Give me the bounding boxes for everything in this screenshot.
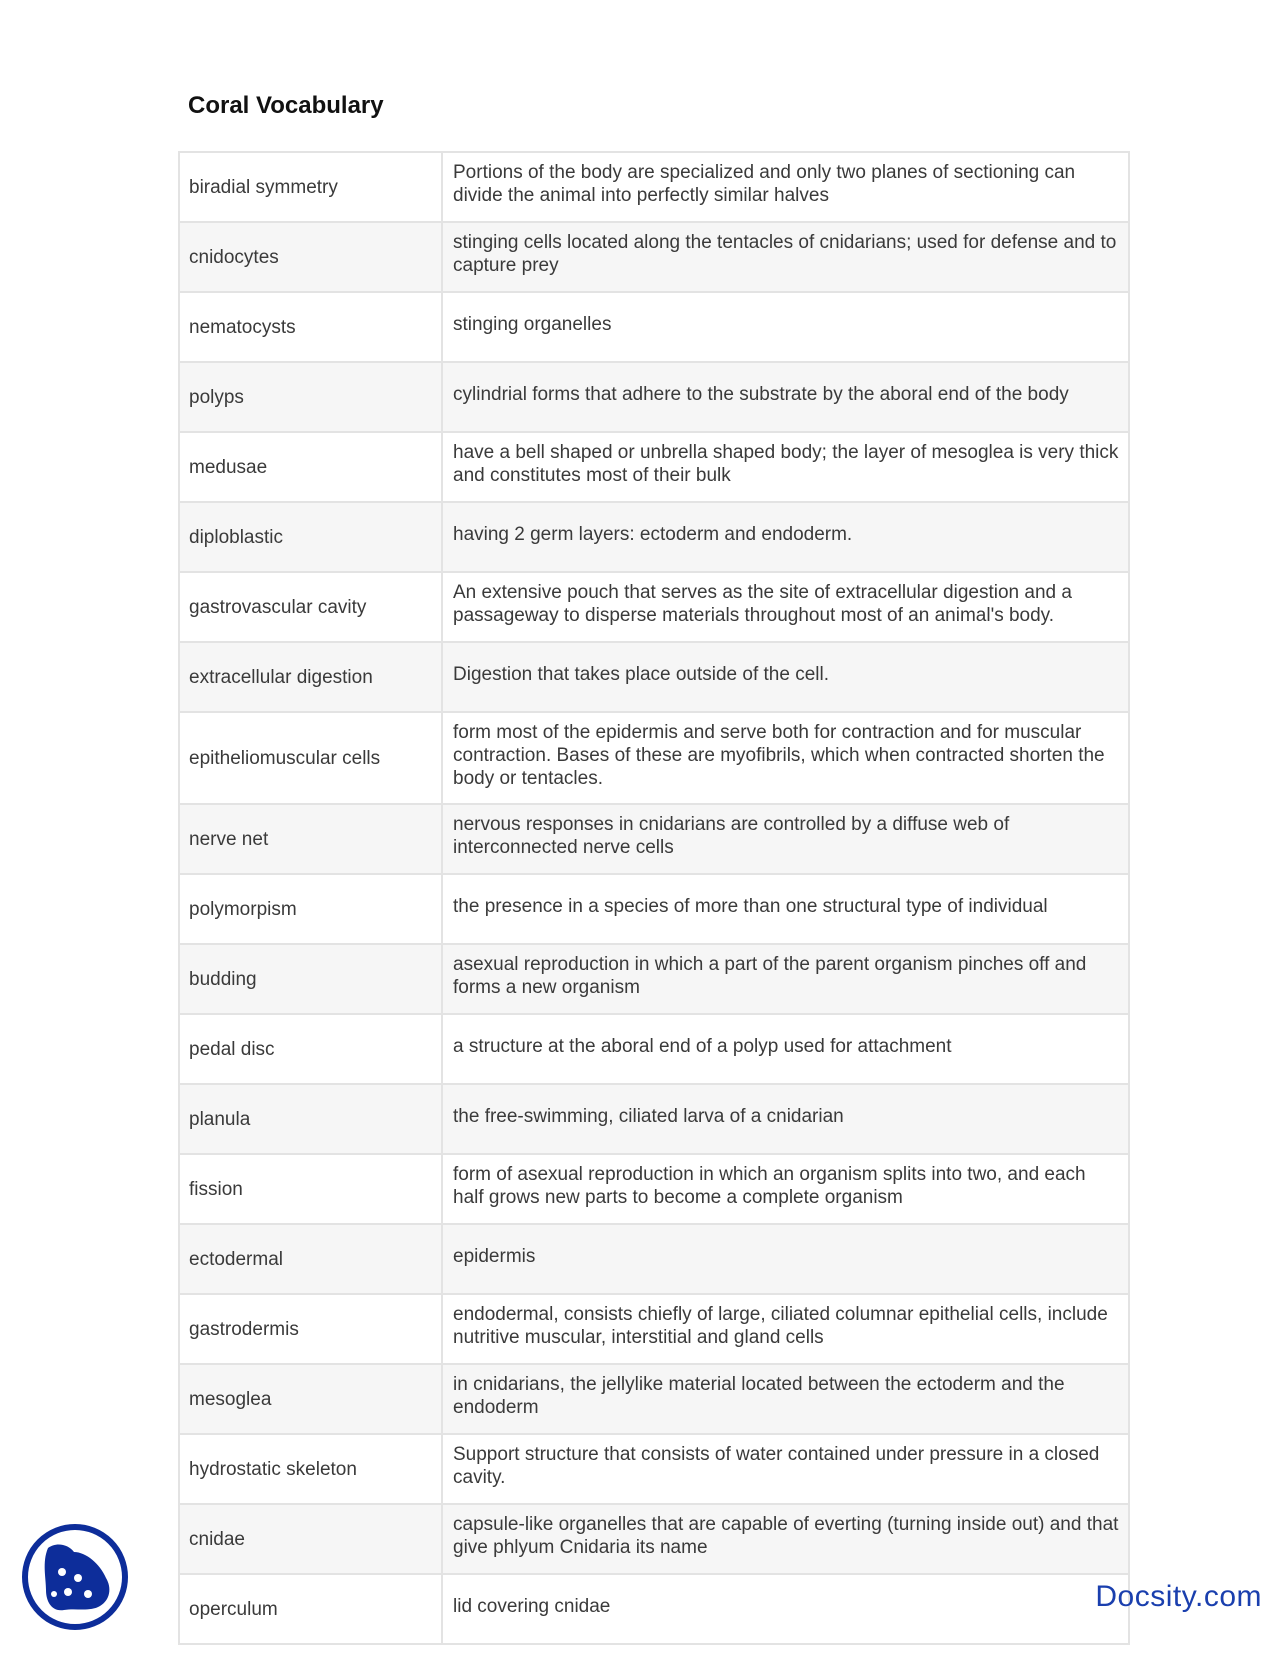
vocabulary-row [179,944,1129,1014]
vocabulary-row [179,1084,1129,1154]
definition-text: form of asexual reproduction in which an organism splits into two, and each half grows new parts to become a complete organism [453,1164,1086,1208]
vocabulary-row [179,1434,1129,1504]
definition-cell [442,362,1129,432]
definition-text: endodermal, consists chiefly of large, ciliated columnar epithelial cells, include nutritive muscular, interstitial and gland cells [453,1304,1108,1348]
vocabulary-row [179,152,1129,222]
definition-text: the presence in a species of more than one structural type of individual [453,895,1048,917]
definition-text: nervous responses in cnidarians are controlled by a diffuse web of interconnected nerve cells [453,814,1010,858]
vocabulary-row [179,642,1129,712]
term-cell: gastrodermis [179,1294,442,1364]
term-cell: nerve net [179,804,442,874]
definition-text: have a bell shaped or unbrella shaped body; the layer of mesoglea is very thick and constitutes most of their bulk [453,442,1119,486]
vocabulary-table [178,151,1130,1645]
vocabulary-row [179,1364,1129,1434]
vocabulary-row [179,712,1129,804]
term-cell: pedal disc [179,1014,442,1084]
vocabulary-row [179,804,1129,874]
term-cell: epitheliomuscular cells [179,712,442,804]
definition-cell [442,1574,1129,1644]
vocabulary-row [179,874,1129,944]
definition-text: stinging cells located along the tentacles of cnidarians; used for defense and to capture prey [453,232,1117,276]
vocabulary-row [179,502,1129,572]
definition-text: asexual reproduction in which a part of the parent organism pinches off and forms a new organism [453,954,1087,998]
definition-text: form most of the epidermis and serve both for contraction and for muscular contraction. Bases of these are myofibrils, which when contracted shorten the body or tentacles. [453,721,1105,789]
vocabulary-row [179,292,1129,362]
definition-cell [442,572,1129,642]
term-cell: polymorpism [179,874,442,944]
definition-cell [442,432,1129,502]
definition-text: stinging organelles [453,313,612,335]
vocabulary-row [179,1504,1129,1574]
docsity-brand-link[interactable]: Docsity.com [1095,1580,1262,1613]
definition-cell [442,944,1129,1014]
definition-cell [442,502,1129,572]
term-cell: diploblastic [179,502,442,572]
definition-cell [442,1224,1129,1294]
definition-cell [442,222,1129,292]
term-cell: budding [179,944,442,1014]
term-cell: fission [179,1154,442,1224]
term-cell: mesoglea [179,1364,442,1434]
definition-text: in cnidarians, the jellylike material located between the ectoderm and the endoderm [453,1374,1065,1418]
term-cell: cnidocytes [179,222,442,292]
definition-cell [442,642,1129,712]
definition-text: epidermis [453,1245,536,1267]
definition-cell [442,292,1129,362]
term-cell: operculum [179,1574,442,1644]
definition-cell [442,1434,1129,1504]
definition-text: Digestion that takes place outside of the cell. [453,663,830,685]
term-cell: polyps [179,362,442,432]
definition-cell [442,1364,1129,1434]
vocabulary-row [179,1014,1129,1084]
definition-cell [442,1084,1129,1154]
definition-text: capsule-like organelles that are capable of everting (turning inside out) and that give phlyum Cnidaria its name [453,1514,1119,1558]
vocabulary-table-body [179,152,1129,1644]
definition-text: having 2 germ layers: ectoderm and endoderm. [453,523,853,545]
definition-cell [442,874,1129,944]
vocabulary-row [179,432,1129,502]
vocabulary-row [179,222,1129,292]
definition-cell [442,712,1129,804]
term-cell: cnidae [179,1504,442,1574]
definition-cell [442,152,1129,222]
term-cell: extracellular digestion [179,642,442,712]
page-title: Coral Vocabulary [188,92,384,119]
definition-cell [442,804,1129,874]
term-cell: biradial symmetry [179,152,442,222]
definition-cell [442,1504,1129,1574]
term-cell: nematocysts [179,292,442,362]
definition-cell [442,1014,1129,1084]
term-cell: gastrovascular cavity [179,572,442,642]
definition-text: a structure at the aboral end of a polyp used for attachment [453,1035,952,1057]
definition-text: Portions of the body are specialized and only two planes of sectioning can divide the animal into perfectly similar halves [453,162,1076,206]
definition-text: An extensive pouch that serves as the site of extracellular digestion and a passageway to disperse materials throughout most of an animal's body. [453,582,1072,626]
term-cell: medusae [179,432,442,502]
definition-text: Support structure that consists of water contained under pressure in a closed cavity. [453,1444,1100,1488]
vocabulary-row [179,572,1129,642]
definition-cell [442,1294,1129,1364]
definition-text: the free-swimming, ciliated larva of a cnidarian [453,1105,844,1127]
vocabulary-row [179,1574,1129,1644]
term-cell: planula [179,1084,442,1154]
definition-text: lid covering cnidae [453,1595,611,1617]
vocabulary-row [179,1294,1129,1364]
term-cell: hydrostatic skeleton [179,1434,442,1504]
docsity-logo-icon [20,1522,130,1632]
definition-text: cylindrial forms that adhere to the substrate by the aboral end of the body [453,383,1069,405]
term-cell: ectodermal [179,1224,442,1294]
vocabulary-row [179,1224,1129,1294]
definition-cell [442,1154,1129,1224]
vocabulary-row [179,1154,1129,1224]
vocabulary-row [179,362,1129,432]
